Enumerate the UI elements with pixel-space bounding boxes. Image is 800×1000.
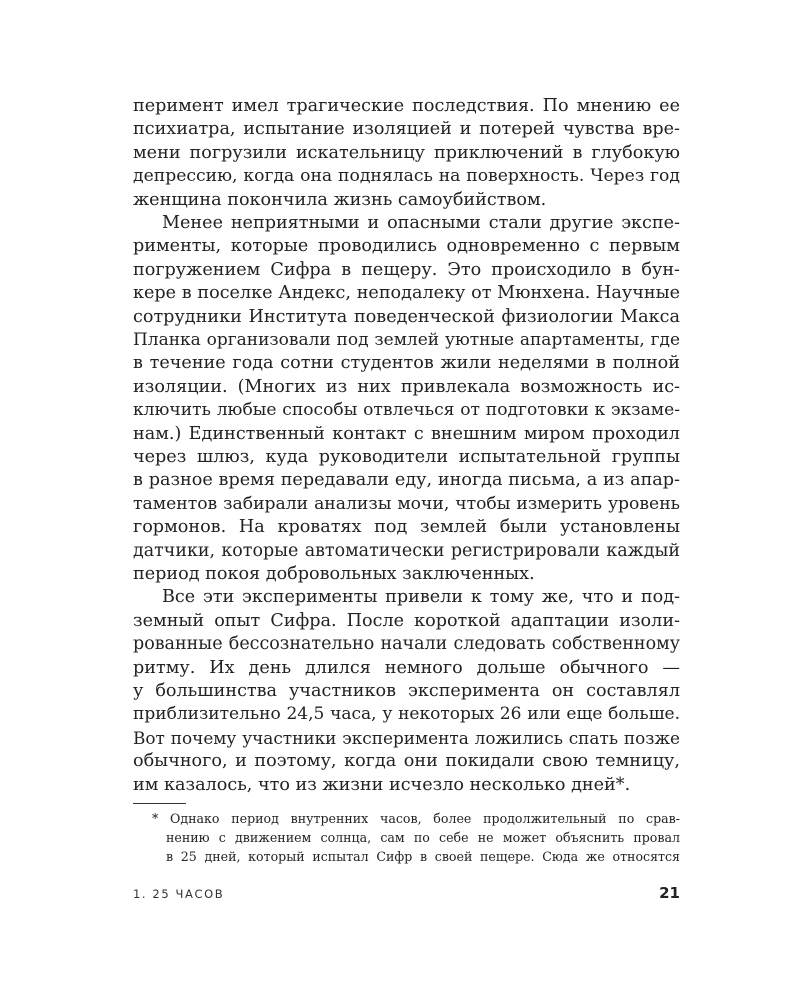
text-line: им казалось, что из жизни исчезло несколько дней*.	[133, 774, 631, 795]
text-line: психиатра, испытание изоляцией и потерей чувства вре-	[133, 119, 680, 140]
text-line: рименты, которые проводились одновременно с первым	[133, 236, 680, 257]
footnote-rule	[133, 803, 186, 804]
text-line: в разное время передавали еду, иногда письма, а из апар-	[133, 470, 680, 491]
running-footer-chapter: 1. 25 ЧАСОВ	[133, 887, 225, 901]
text-line: у большинства участников эксперимента он составлял	[133, 681, 680, 701]
footnote-line: в 25 дней, который испытал Сифр в своей пещере. Сюда же относятся	[166, 849, 680, 864]
text-line: изоляции. (Многих из них привлекала возможность ис-	[133, 376, 680, 397]
text-line: ритму. Их день длился немного дольше обычного —	[133, 657, 680, 678]
text-line: сотрудники Института поведенческой физиологии Макса	[133, 306, 680, 327]
text-line: таментов забирали анализы мочи, чтобы измерить уровень	[133, 493, 680, 514]
text-line: женщина покончила жизнь самоубийством.	[133, 189, 547, 210]
text-line: Вот почему участники эксперимента ложились спать позже	[133, 727, 680, 748]
text-line: приблизительно 24,5 часа, у некоторых 26 или еще больше.	[133, 704, 680, 725]
text-line: погружением Сифра в пещеру. Это происходило в бун-	[133, 259, 680, 280]
page-number: 21	[659, 884, 680, 902]
text-line: перимент имел трагические последствия. По мнению ее	[133, 96, 680, 116]
text-line: депрессию, когда она поднялась на поверхность. Через год	[133, 166, 680, 187]
text-line: ключить любые способы отвлечься от подготовки к экзаме-	[133, 400, 680, 421]
text-line: рованные бессознательно начали следовать собственному	[133, 634, 680, 655]
text-line: кере в поселке Андекс, неподалеку от Мюнхена. Научные	[133, 283, 680, 304]
text-line: гормонов. На кроватях под землей были установлены	[133, 517, 680, 538]
text-line: земный опыт Сифра. После короткой адаптации изоли-	[133, 610, 680, 631]
text-line: нам.) Единственный контакт с внешним миром проходил	[133, 423, 680, 444]
text-line: Менее неприятными и опасными стали другие экспе-	[162, 213, 680, 233]
text-line: Все эти эксперименты привели к тому же, что и под-	[162, 587, 680, 608]
text-line: датчики, которые автоматически регистрировали каждый	[133, 540, 680, 561]
text-line: в течение года сотни студентов жили неделями в полной	[133, 353, 680, 374]
text-line: мени погрузили искательницу приключений в глубокую	[133, 142, 680, 163]
footnote-line: * Однако период внутренних часов, более продолжительный по срав-	[152, 811, 680, 826]
footnote-line: нению с движением солнца, сам по себе не может объяснить провал	[166, 830, 680, 845]
text-line: период покоя добровольных заключенных.	[133, 564, 535, 584]
text-line: Планка организовали под землей уютные апартаменты, где	[133, 330, 680, 350]
text-line: обычного, и поэтому, когда они покидали свою темницу,	[133, 751, 680, 772]
text-line: через шлюз, куда руководители испытательной группы	[133, 447, 680, 467]
